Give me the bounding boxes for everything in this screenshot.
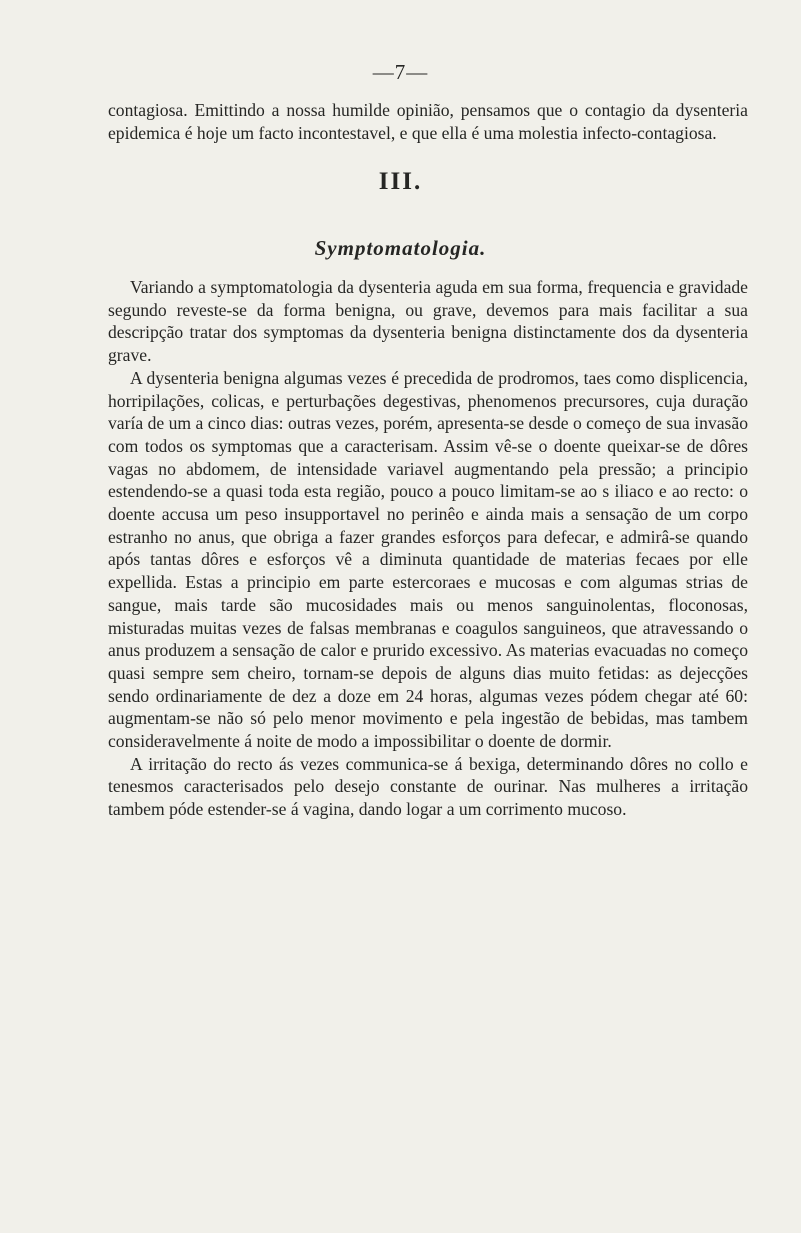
paragraph-1: Variando a symptomatologia da dysenteria aguda em sua forma, frequencia e gravidade segundo reveste-se da forma benigna, ou grave, devemos para mais facilitar a sua descripção tratar dos symptomas da dysenteria benigna distinctamente dos da dysenteria grave.	[108, 277, 748, 366]
intro-text-block	[108, 99, 748, 144]
paragraph-2: A dysenteria benigna algumas vezes é precedida de prodromos, taes como displicencia, horripilações, colicas, e perturbações degestivas, phenomenos precursores, cuja duração varía de um a cinco dias: outras vezes, porém, apresenta-se desde o começo de sua invasão com todos os symptomas que a caracterisam. Assim vê-se o doente queixar-se de dôres vagas no abdomem, de intensidade variavel augmentando pela pressão; a principio estendendo-se a quasi toda esta região, pouco a pouco limitam-se ao s iliaco e ao recto: o doente accusa um peso insupportavel no perinêo e ainda mais a sensação de um corpo estranho no anus, que obriga a fazer grandes esforços para defecar, e admirâ-se quando após tantas dôres e esforços vê a diminuta quantidade de materias fecaes por elle expellida. Estas a principio em parte estercoraes e mucosas e com algumas strias de sangue, mais tarde são mucosidades mais ou menos sanguinolentas, floconosas, misturadas muitas vezes de falsas membranas e coagulos sanguineos, que atravessando o anus produzem a sensação de calor e prurido excessivo. As materias evacuadas no começo quasi sempre sem cheiro, tornam-se depois de alguns dias muito fetidas: as dejecções sendo ordinariamente de dez a doze em 24 horas, algumas vezes pódem chegar até 60: augmentam-se não só pelo menor movimento e pela ingestão de bebidas, mas tambem consideravelmente á noite de modo a impossibilitar o doente de dormir.	[108, 367, 748, 752]
section-number: III.	[378, 168, 423, 195]
section-body	[108, 276, 748, 821]
page-number: —7—	[372, 60, 429, 84]
section-title: Symptomatologia.	[314, 236, 487, 260]
intro-paragraph: contagiosa. Emittindo a nossa humilde opinião, pensamos que o contagio da dysenteria epidemica é hoje um facto incontestavel, e que ella é uma molestia infecto-contagiosa.	[108, 100, 748, 143]
paragraph-3: A irritação do recto ás vezes communica-se á bexiga, determinando dôres no collo e tenesmos caracterisados pelo desejo constante de ourinar. Nas mulheres a irritação tambem póde estender-se á vagina, dando logar a um corrimento mucoso.	[108, 753, 748, 820]
